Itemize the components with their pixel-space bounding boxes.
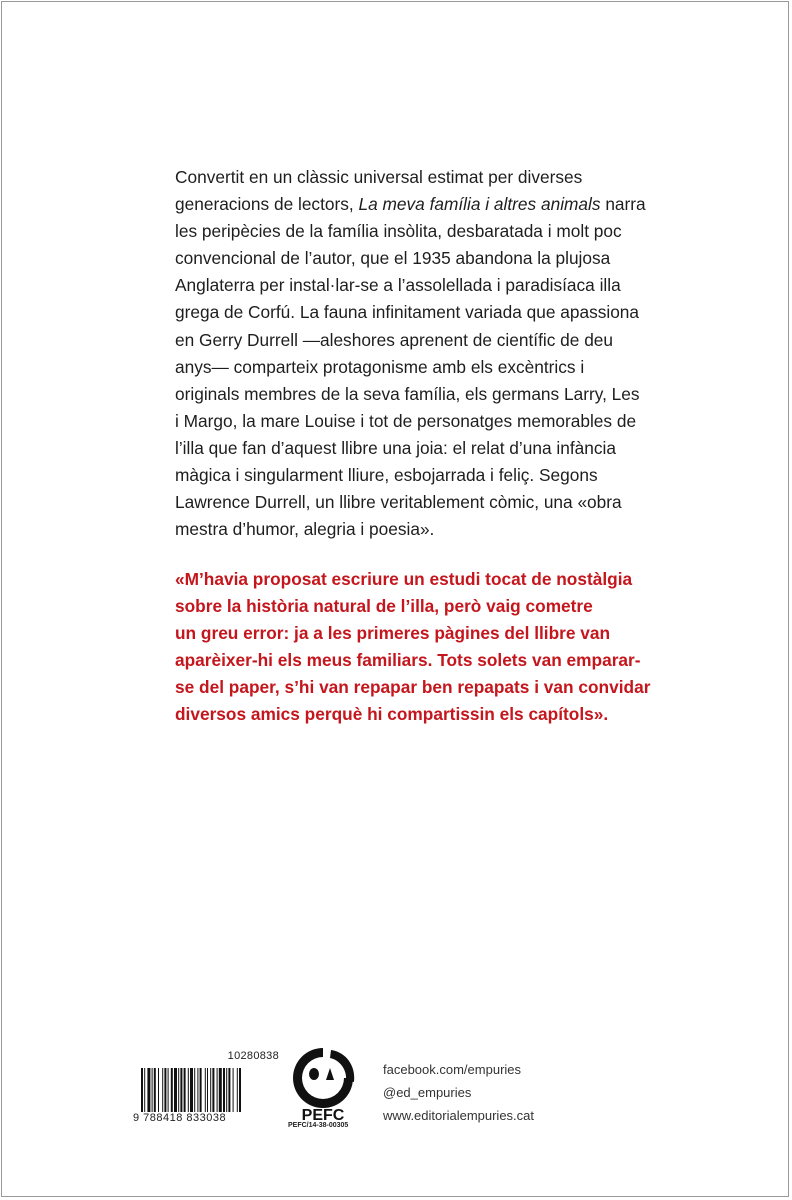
contact-block <box>383 1058 534 1127</box>
blurb-line: grega de Corfú. La fauna infinitament variada que apassiona <box>175 302 640 323</box>
blurb-line: màgica i singularment lliure, esbojarrada i feliç. Segons <box>175 465 598 486</box>
blurb-paragraph <box>175 164 675 543</box>
quote-line: se del paper, s’hi van repapar ben repapats i van convidar <box>175 677 651 698</box>
pefc-code: PEFC/14-38-00305 <box>288 1122 349 1129</box>
facebook-link[interactable]: facebook.com/empuries <box>383 1062 522 1077</box>
quote-line: sobre la història natural de l’illa, però vaig cometre <box>175 596 593 617</box>
quote-line: diversos amics perquè hi compartissin els capítols». <box>175 704 609 725</box>
blurb-line: Anglaterra per instal·lar-se a l’assolellada i paradisíaca illa <box>175 275 621 296</box>
quote-line: «M’havia proposat escriure un estudi tocat de nostàlgia <box>175 569 633 589</box>
blurb-line: i Margo, la mare Louise i tot de personatges memorables de <box>175 410 637 431</box>
blurb-line: en Gerry Durrell —aleshores aprenent de científic de deu <box>175 329 614 350</box>
blurb-line: Convertit en un clàssic universal estimat per diverses <box>175 167 583 187</box>
blurb-line: Lawrence Durrell, un llibre veritablement còmic, una «obra <box>175 492 622 513</box>
blurb-line: generacions de lectors, La meva família i altres animals narra <box>175 194 646 215</box>
website-link[interactable]: www.editorialempuries.cat <box>383 1108 535 1123</box>
quote-line: un greu error: ja a les primeres pàgines del llibre van <box>175 623 611 644</box>
blurb-line: anys— comparteix protagonisme amb els excèntrics i <box>175 356 585 377</box>
barcode-icon <box>139 1068 279 1112</box>
barcode-digits: 9 788418 833038 <box>133 1112 227 1124</box>
book-title: La meva família i altres animals <box>358 194 601 215</box>
pefc-logo <box>284 1044 362 1134</box>
twitter-handle[interactable]: @ed_empuries <box>383 1085 472 1100</box>
blurb-line: convencional de l’autor, que el 1935 abandona la plujosa <box>175 248 611 269</box>
blurb-line: mestra d’humor, alegria i poesia». <box>175 519 435 540</box>
pefc-tree-icon <box>284 1044 362 1122</box>
blurb-line: l’illa que fan d’aquest llibre una joia: el relat d’una infància <box>175 437 616 458</box>
barcode-code: 10280838 <box>227 1050 279 1062</box>
blurb-line: les peripècies de la família insòlita, desbaratada i molt poc <box>175 221 622 242</box>
pefc-label: PEFC <box>301 1107 345 1122</box>
author-quote <box>175 566 695 729</box>
blurb-line: originals membres de la seva família, els germans Larry, Les <box>175 383 640 404</box>
quote-line: aparèixer-hi els meus familiars. Tots solets van emparar- <box>175 650 641 671</box>
